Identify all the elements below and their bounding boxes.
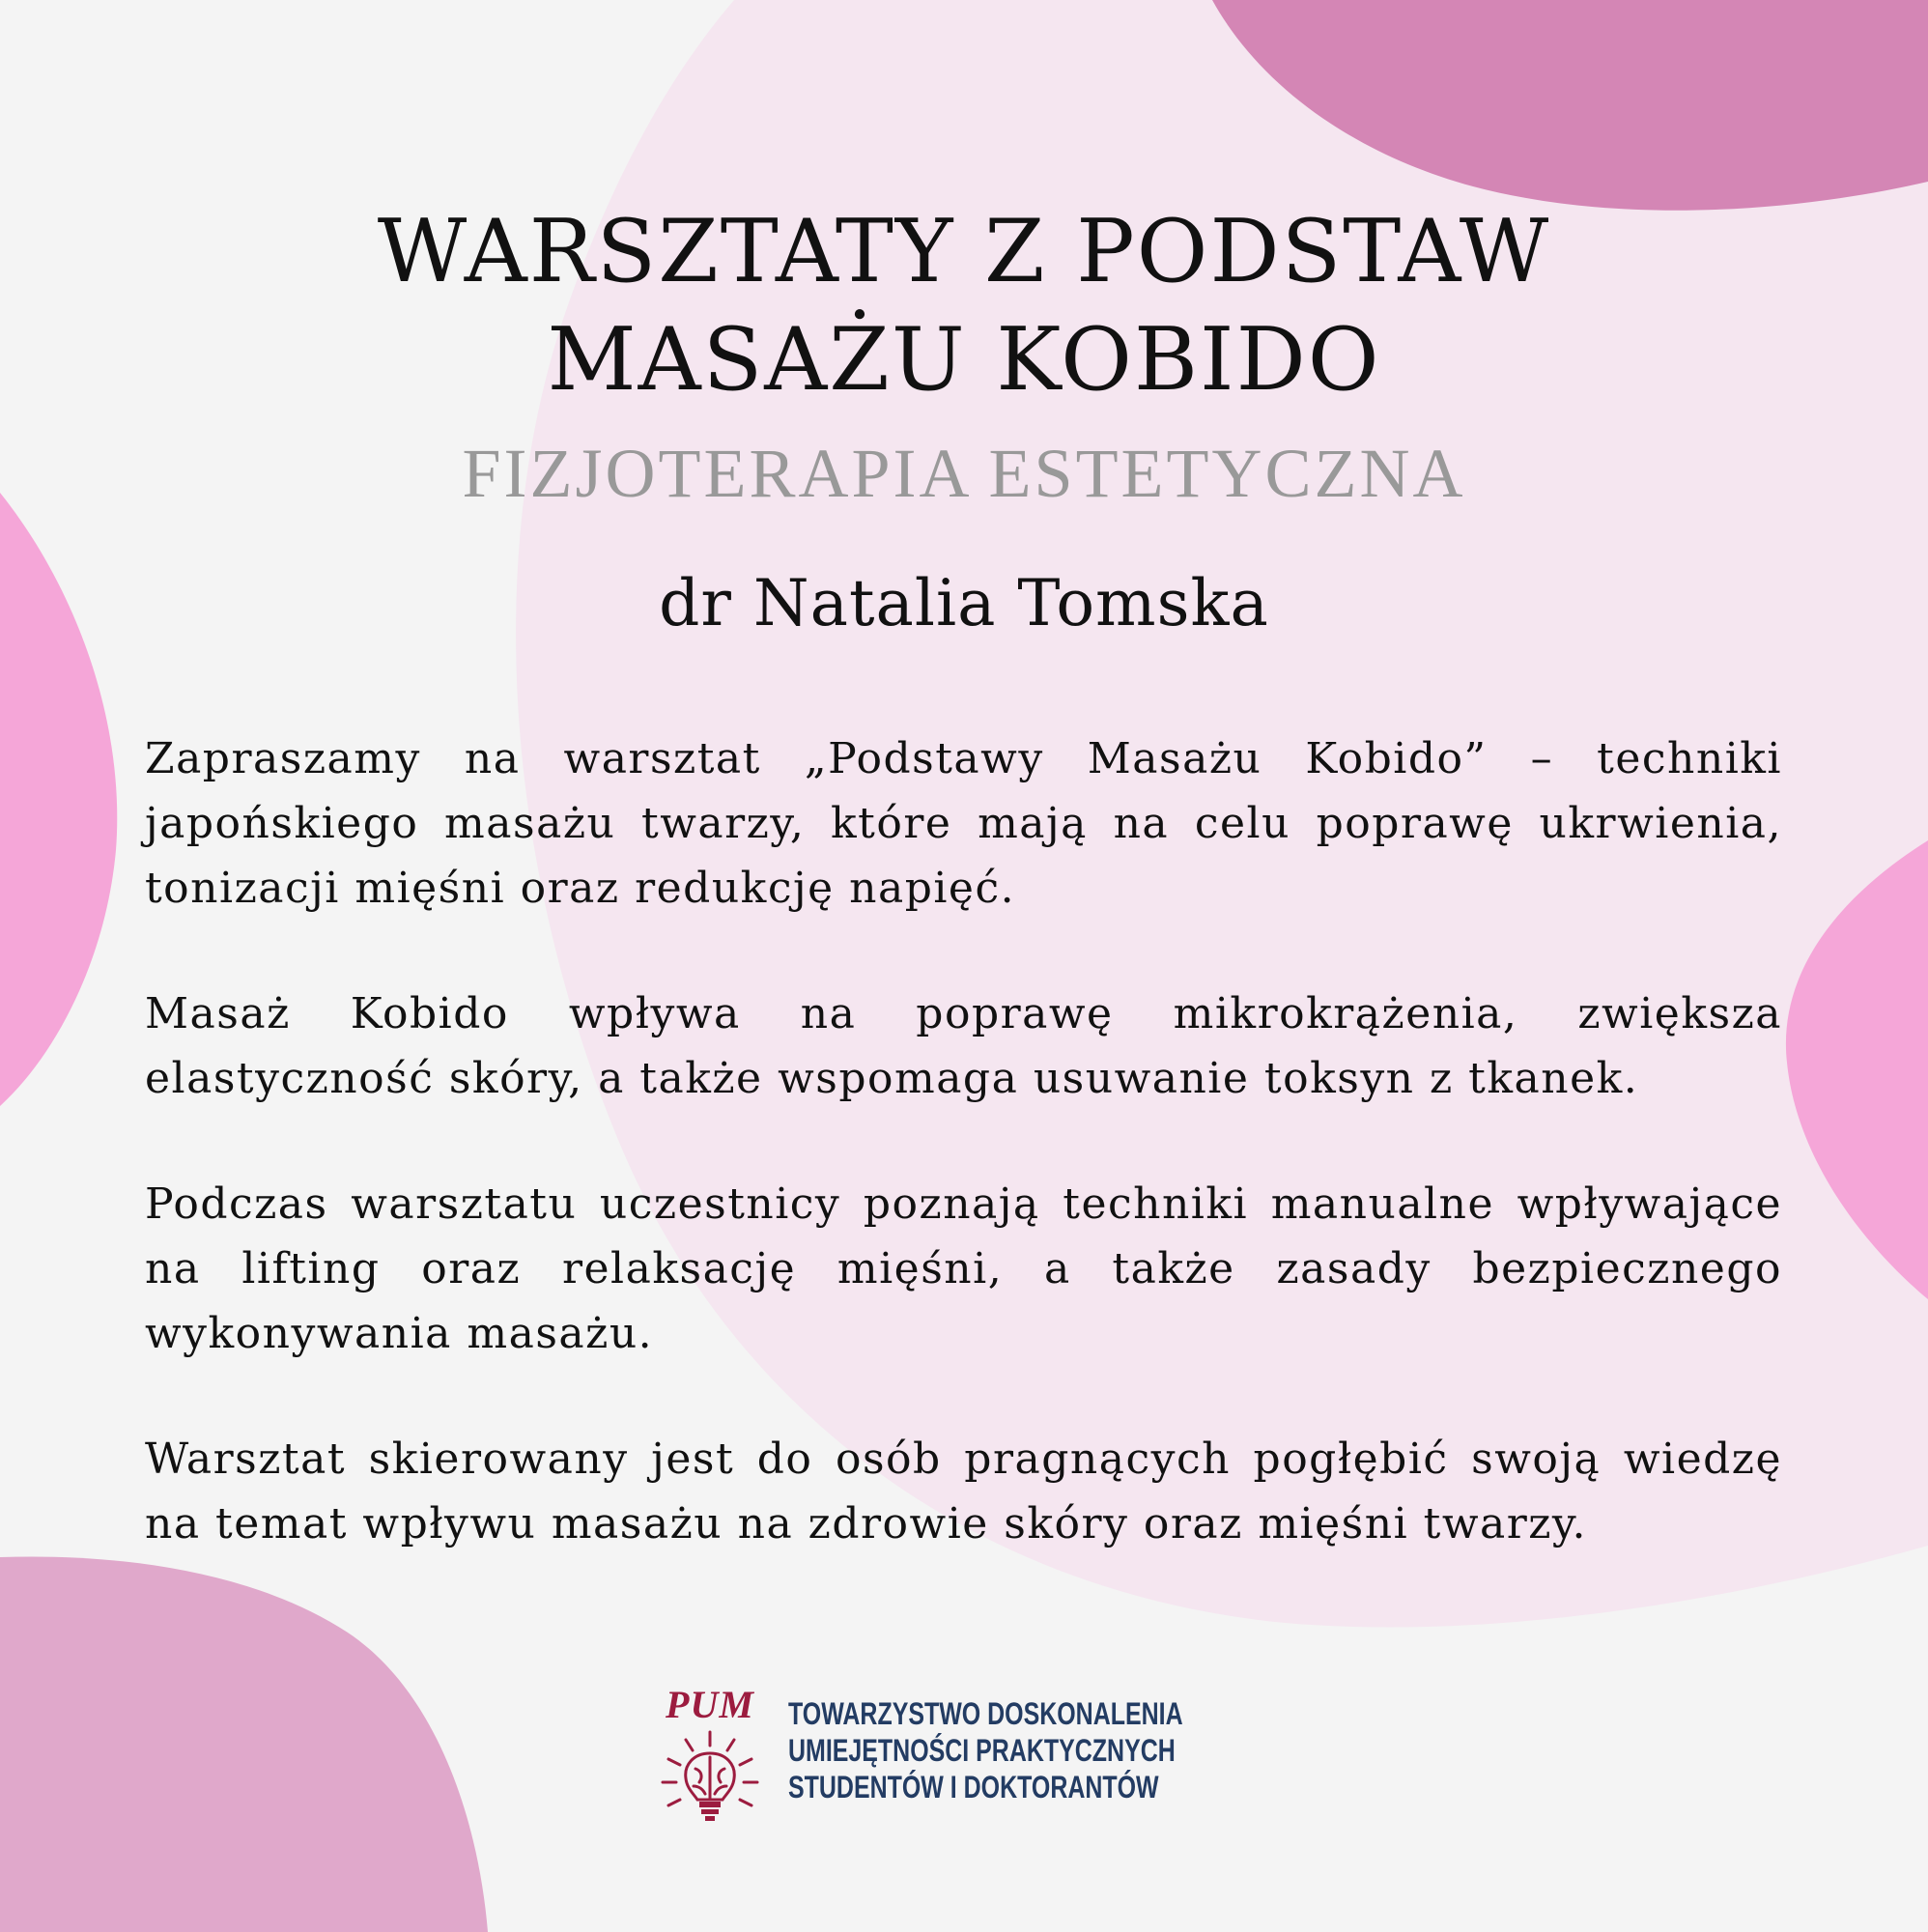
paragraph-audience: Warsztat skierowany jest do osób pragnących pogłębić swoją wiedzę na temat wpływu masażu na zdrowie skóry oraz mięśni twarzy. [145,1435,1782,1548]
logo-line-2: UMIEJĘTNOŚCI PRAKTYCZNYCH [788,1733,1176,1768]
logo-mark [657,1683,773,1831]
poster-title [0,198,1928,414]
brain-lightbulb-icon [657,1724,763,1831]
subtitle: FIZJOTERAPIA ESTETYCZNA [462,435,1466,512]
paragraph-intro: Zapraszamy na warsztat „Podstawy Masażu Kobido” – techniki japońskiego masażu twarzy, które mają na celu poprawę ukrwienia, tonizacji mięśni oraz redukcję napięć. [145,734,1782,913]
author-name: dr Natalia Tomska [659,566,1269,640]
logo-line-3: STUDENTÓW I DOKTORANTÓW [788,1770,1159,1804]
paragraph-effects: Masaż Kobido wpływa na poprawę mikrokrążenia, zwiększa elastyczność skóry, a także wspomaga usuwanie toksyn z tkanek. [145,989,1782,1103]
paragraph-program: Podczas warsztatu uczestnicy poznają techniki manualne wpływające na lifting oraz relaksację mięśni, a także zasady bezpiecznego wykonywania masażu. [145,1179,1782,1358]
title-line-1: WARSZTATY Z PODSTAW [377,201,1551,302]
title-line-2: MASAŻU KOBIDO [547,309,1381,411]
logo-line-1: TOWARZYSTWO DOSKONALENIA [788,1696,1183,1731]
logo-organization-name [788,1695,1183,1805]
description [145,726,1782,1617]
logo-pum-text: PUM [666,1683,754,1726]
organization-logo [657,1683,1256,1831]
